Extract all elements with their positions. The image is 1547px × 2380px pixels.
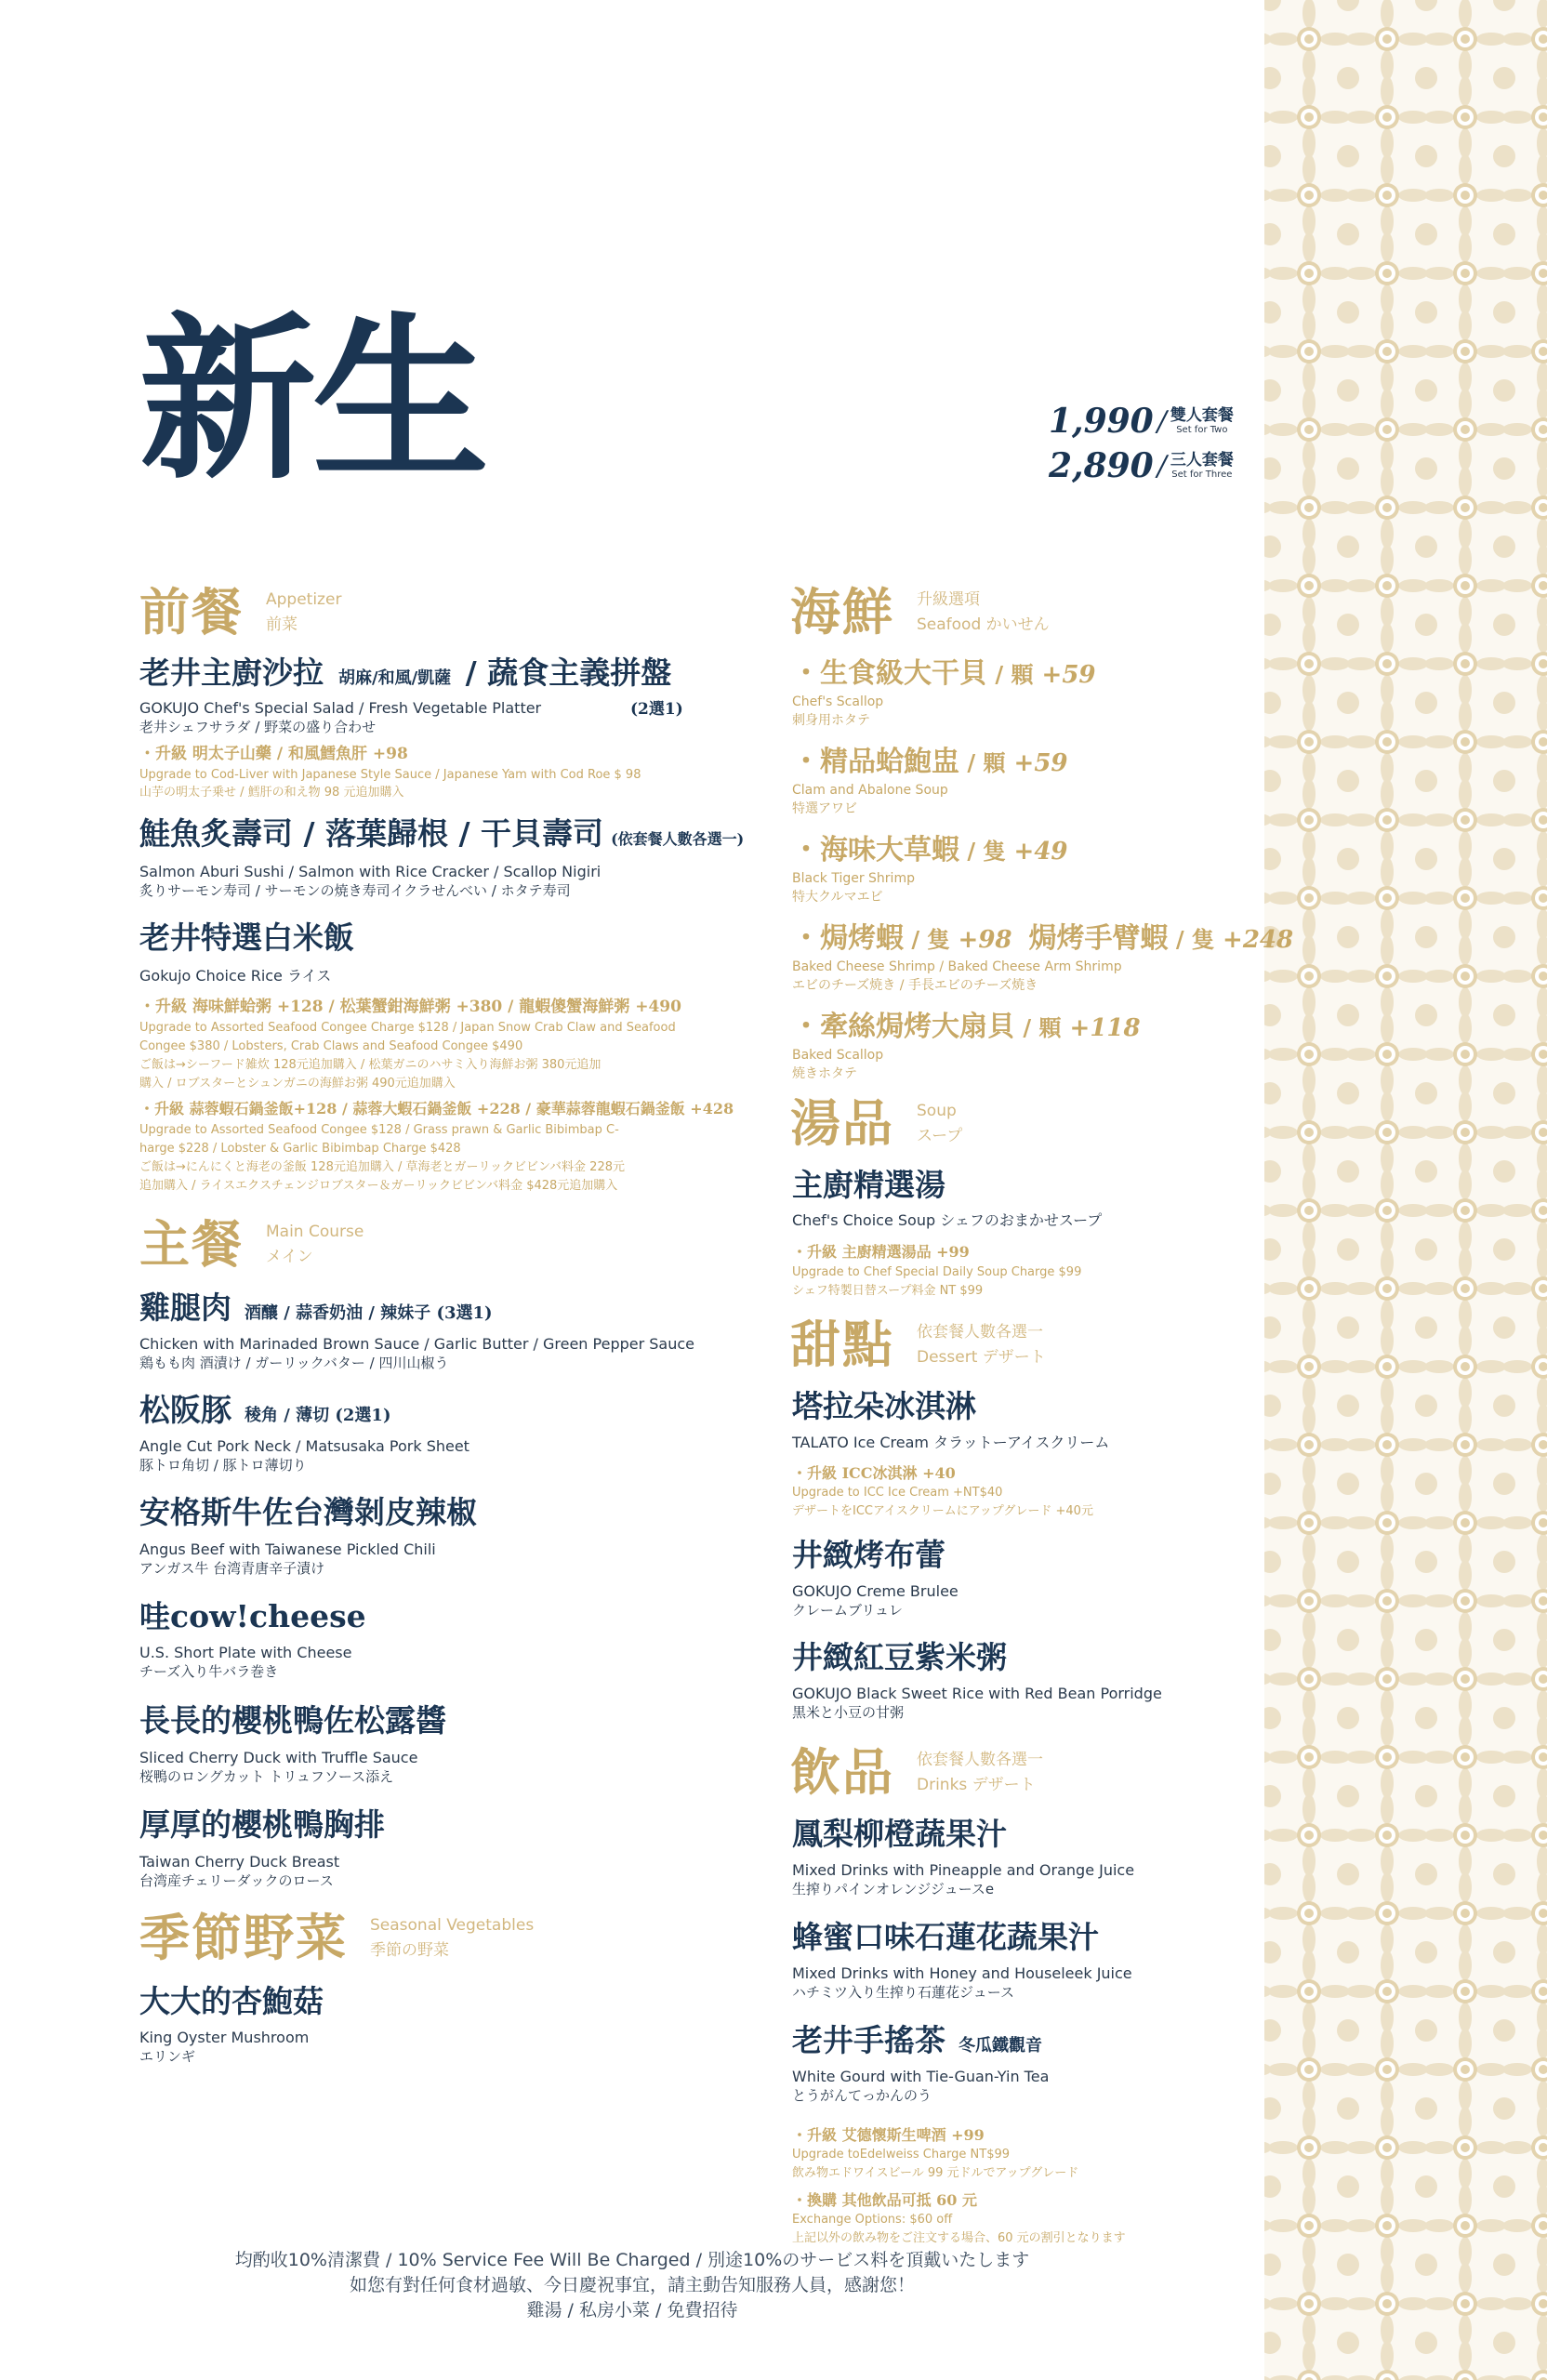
drink-tea bbox=[792, 2021, 1042, 2066]
seafood-item-baked-shrimp bbox=[792, 920, 1293, 959]
upgrade-en: Upgrade toEdelweiss Charge NT$99 bbox=[792, 2148, 1011, 2162]
seafood-item-scallop bbox=[792, 655, 1096, 694]
seafood-jp: 刺身用ホタテ bbox=[792, 713, 870, 728]
upgrade-jp: 山芋の明太子乗せ / 鱈肝の和え物 98 元追加購入 bbox=[139, 786, 404, 800]
section-subtitle bbox=[917, 1099, 962, 1149]
seafood-unit: / 隻 bbox=[959, 838, 1006, 865]
seafood-unit: / 顆 bbox=[959, 749, 1006, 776]
seafood-unit: / 顆 bbox=[987, 661, 1034, 688]
section-subtitle bbox=[917, 588, 1050, 638]
section-subtitle bbox=[917, 1320, 1046, 1370]
price-label bbox=[1170, 451, 1234, 481]
section-appetizer bbox=[139, 582, 341, 641]
dish-chef-soup: 主廚精選湯 bbox=[792, 1167, 945, 1203]
price-label-zh: 雙人套餐 bbox=[1170, 406, 1234, 425]
footer-complimentary: 雞湯 / 私房小菜 / 免費招待 bbox=[526, 2300, 738, 2320]
dish-name: 松阪豚 bbox=[139, 1392, 231, 1428]
drink-pineapple-orange: 鳳梨柳橙蔬果汁 bbox=[792, 1816, 1007, 1852]
dish-en: GOKUJO Black Sweet Rice with Red Bean Porridge bbox=[792, 1685, 1162, 1702]
upgrade-detail: 追加購入 / ライスエクスチェンジロブスター＆ガーリックビビンバ料金 $428元追加購入 bbox=[139, 1179, 618, 1193]
decorative-pattern bbox=[1264, 0, 1547, 2380]
dish-name: 老井主廚沙拉 bbox=[139, 654, 324, 691]
price-divider: / bbox=[1157, 449, 1167, 483]
section-heading: 海鮮 bbox=[790, 582, 894, 641]
price-label-en: Set for Three bbox=[1171, 469, 1233, 480]
section-soup bbox=[790, 1093, 962, 1153]
dish-en: Chicken with Marinaded Brown Sauce / Garlic Butter / Green Pepper Sauce bbox=[139, 1335, 695, 1353]
drink-jp: とうがんてっかんのう bbox=[792, 2087, 932, 2104]
dish-angus-beef: 安格斯牛佐台灣剝皮辣椒 bbox=[139, 1494, 477, 1530]
section-subtitle-jp: メイン bbox=[266, 1248, 313, 1266]
dish-sushi bbox=[139, 814, 744, 859]
dish-name: 雞腿肉 bbox=[139, 1289, 231, 1326]
dish-en: GOKUJO Creme Brulee bbox=[792, 1582, 959, 1600]
upgrade-en: Upgrade to Chef Special Daily Soup Charge $99 bbox=[792, 1265, 1082, 1279]
seafood-name: ・牽絲焗烤大扇貝 bbox=[792, 1011, 1015, 1043]
upgrade-option: ・升級 蒜蓉蝦石鍋釜飯+128 / 蒜蓉大蝦石鍋釜飯 +228 / 豪華蒜蓉龍蝦石鍋釜飯 +428 bbox=[139, 1100, 734, 1117]
price-label-en: Set for Two bbox=[1176, 425, 1228, 435]
section-subtitle-zh: 依套餐人數各選一 bbox=[917, 1323, 1043, 1342]
section-subtitle-jp: 前菜 bbox=[266, 615, 298, 634]
seafood-item-baked-scallop bbox=[792, 1009, 1141, 1047]
seafood-unit: / 隻 bbox=[904, 926, 950, 953]
dish-cow-cheese: 哇cow!cheese bbox=[139, 1598, 366, 1634]
drink-jp: ハチミツ入り生搾り石蓮花ジュース bbox=[792, 1984, 1014, 2001]
price-label-zh: 三人套餐 bbox=[1170, 451, 1234, 469]
seafood-en: Baked Scallop bbox=[792, 1048, 884, 1063]
seafood-price: +49 bbox=[1005, 838, 1068, 866]
upgrade-jp: シェフ特製日替スープ料金 NT $99 bbox=[792, 1284, 984, 1298]
dish-en: Gokujo Choice Rice ライス bbox=[139, 967, 332, 985]
section-heading: 主餐 bbox=[139, 1214, 244, 1274]
dish-creme-brulee: 井緻烤布蕾 bbox=[792, 1537, 945, 1573]
dish-options: 酒釀 / 蒜香奶油 / 辣妹子 (3選1) bbox=[245, 1303, 493, 1323]
section-drinks bbox=[790, 1742, 1043, 1802]
seafood-price: +59 bbox=[1005, 749, 1068, 777]
dish-king-oyster-mushroom: 大大的杏鮑菇 bbox=[139, 1983, 324, 2019]
seafood-jp: エビのチーズ焼き / 手長エビのチーズ焼き bbox=[792, 978, 1038, 993]
section-heading: 甜點 bbox=[790, 1315, 894, 1374]
upgrade-option: ・升級 明太子山藥 / 和風鱈魚肝 +98 bbox=[139, 745, 408, 763]
section-subtitle bbox=[917, 1748, 1043, 1798]
seafood-name: ・生食級大干貝 bbox=[792, 657, 987, 690]
upgrade-detail: Upgrade to Assorted Seafood Congee Charge $128 / Japan Snow Crab Claw and Seafood bbox=[139, 1021, 676, 1035]
upgrade-detail: 購入 / ロブスターとシュンガニの海鮮お粥 490元追加購入 bbox=[139, 1077, 456, 1091]
section-heading: 飲品 bbox=[790, 1742, 894, 1802]
dish-en: Angle Cut Pork Neck / Matsusaka Pork Sheet bbox=[139, 1437, 469, 1455]
seafood-en: Baked Cheese Shrimp / Baked Cheese Arm Shrimp bbox=[792, 959, 1122, 974]
dish-en: U.S. Short Plate with Cheese bbox=[139, 1644, 352, 1661]
dish-options: 稜角 / 薄切 (2選1) bbox=[245, 1406, 391, 1425]
seafood-jp: 特選アワビ bbox=[792, 801, 857, 816]
price-divider: / bbox=[1157, 404, 1167, 438]
section-subtitle-en: Appetizer bbox=[266, 590, 342, 609]
dish-salad: 老井主廚沙拉 胡麻/和風/凱薩 / 蔬食主義拼盤 bbox=[139, 654, 672, 691]
seafood-name-alt: 焗烤手臂蝦 bbox=[1028, 922, 1169, 955]
dish-cherry-duck-breast: 厚厚的櫻桃鴨胸排 bbox=[139, 1806, 385, 1843]
dish-en: Angus Beef with Taiwanese Pickled Chili bbox=[139, 1540, 436, 1558]
dish-red-bean-porridge: 井緻紅豆紫米粥 bbox=[792, 1639, 1007, 1675]
seafood-price-alt: +248 bbox=[1214, 926, 1294, 954]
seafood-item-clam-abalone bbox=[792, 744, 1068, 782]
dish-jp: 鶏もも肉 酒漬け / ガーリックバター / 四川山椒う bbox=[139, 1355, 449, 1371]
seafood-price: +59 bbox=[1033, 661, 1096, 689]
upgrade-jp: 飲み物エドワイスビール 99 元ドルでアップグレード bbox=[792, 2166, 1079, 2180]
section-subtitle-en: Dessert デザート bbox=[917, 1348, 1046, 1367]
seafood-en: Chef's Scallop bbox=[792, 694, 884, 709]
page-title: 新生 bbox=[139, 296, 486, 503]
dish-jp: クレームブリュレ bbox=[792, 1602, 903, 1619]
drink-en: Mixed Drinks with Honey and Houseleek Juice bbox=[792, 1964, 1132, 1982]
price-amount: 1,990 bbox=[1049, 402, 1154, 441]
drink-options: 冬瓜鐵觀音 bbox=[959, 2036, 1042, 2056]
upgrade-option: ・升級 海味鮮蛤粥 +128 / 松葉蟹鉗海鮮粥 +380 / 龍蝦傻蟹海鮮粥 +490 bbox=[139, 998, 681, 1016]
section-subtitle bbox=[266, 588, 341, 638]
section-subtitle bbox=[266, 1220, 364, 1270]
footer bbox=[0, 2248, 1264, 2323]
seafood-unit: / 顆 bbox=[1015, 1014, 1062, 1041]
dish-name: 鮭魚炙壽司 / 落葉歸根 / 干貝壽司 bbox=[139, 815, 604, 852]
dish-en: GOKUJO Chef's Special Salad / Fresh Vegetable Platter bbox=[139, 699, 542, 717]
drink-name: 老井手搖茶 bbox=[792, 2022, 945, 2058]
section-heading: 湯品 bbox=[790, 1093, 894, 1153]
section-subtitle-en: Seafood かいせん bbox=[917, 615, 1050, 634]
upgrade-detail: Upgrade to Assorted Seafood Congee $128 / Grass prawn & Garlic Bibimbap C- bbox=[139, 1123, 619, 1137]
exchange-jp: 上記以外の飲み物をご注文する場合、60 元の割引となります bbox=[792, 2231, 1126, 2245]
dish-name-alt: 蔬食主義拼盤 bbox=[487, 654, 672, 691]
dish-options: 胡麻/和風/凱薩 bbox=[338, 668, 452, 688]
seafood-price: +98 bbox=[949, 926, 1012, 954]
upgrade-jp: デザートをICCアイスクリームにアップグレード +40元 bbox=[792, 1504, 1093, 1518]
footer-service-fee: 均酌收10%清潔費 / 10% Service Fee Will Be Charged / 別途10%のサービス料を頂戴いたします bbox=[234, 2250, 1030, 2270]
upgrade-detail: Congee $380 / Lobsters, Crab Claws and Seafood Congee $490 bbox=[139, 1039, 523, 1053]
dish-pork bbox=[139, 1391, 390, 1435]
section-subtitle-jp: スープ bbox=[917, 1127, 963, 1145]
section-subtitle-zh: 升級選項 bbox=[917, 590, 980, 609]
seafood-item-tiger-shrimp bbox=[792, 832, 1068, 870]
section-seasonal-vegetables bbox=[139, 1908, 534, 1967]
upgrade-option: ・升級 艾德懷斯生啤酒 +99 bbox=[792, 2126, 985, 2144]
section-heading: 季節野菜 bbox=[139, 1908, 348, 1967]
price-amount: 2,890 bbox=[1049, 446, 1154, 485]
section-subtitle bbox=[370, 1913, 534, 1964]
drink-en: Mixed Drinks with Pineapple and Orange Juice bbox=[792, 1861, 1135, 1879]
dish-en: Salmon Aburi Sushi / Salmon with Rice Cracker / Scallop Nigiri bbox=[139, 863, 602, 880]
dish-jp: 台湾産チェリーダックのロース bbox=[139, 1872, 334, 1889]
dish-jp: アンガス牛 台湾青唐辛子漬け bbox=[139, 1560, 325, 1577]
footer-allergy-note: 如您有對任何食材過敏、今日慶祝事宜，請主動告知服務人員，感謝您！ bbox=[349, 2275, 915, 2295]
dish-en: Chef's Choice Soup シェフのおまかせスープ bbox=[792, 1211, 1103, 1229]
upgrade-detail: harge $228 / Lobster & Garlic Bibimbap Charge $428 bbox=[139, 1142, 461, 1156]
section-seafood bbox=[790, 582, 1050, 641]
upgrade-option: ・升級 ICC冰淇淋 +40 bbox=[792, 1464, 956, 1482]
dish-rice: 老井特選白米飯 bbox=[139, 919, 354, 956]
seafood-en: Clam and Abalone Soup bbox=[792, 783, 948, 798]
dish-chicken bbox=[139, 1289, 493, 1333]
seafood-jp: 特大クルマエビ bbox=[792, 890, 883, 905]
dish-jp: チーズ入り牛バラ巻き bbox=[139, 1663, 279, 1680]
section-subtitle-zh: 依套餐人數各選一 bbox=[917, 1751, 1043, 1769]
dish-en: Taiwan Cherry Duck Breast bbox=[139, 1853, 340, 1871]
section-subtitle-en: Drinks デザート bbox=[917, 1776, 1036, 1794]
upgrade-en: Upgrade to Cod-Liver with Japanese Style Sauce / Japanese Yam with Cod Roe $ 98 bbox=[139, 768, 641, 782]
dish-talato-ice-cream: 塔拉朵冰淇淋 bbox=[792, 1388, 976, 1424]
dish-jp: 黒米と小豆の甘粥 bbox=[792, 1704, 905, 1721]
dish-jp: 桜鴨のロングカット トリュフソース添え bbox=[139, 1768, 394, 1785]
dish-jp: エリンギ bbox=[139, 2048, 196, 2065]
section-heading: 前餐 bbox=[139, 582, 244, 641]
section-subtitle-en: Seasonal Vegetables bbox=[370, 1916, 535, 1935]
section-subtitle-en: Main Course bbox=[266, 1223, 364, 1241]
upgrade-option: ・升級 主廚精選湯品 +99 bbox=[792, 1243, 970, 1261]
dish-note: (依套餐人數各選一) bbox=[611, 830, 745, 848]
seafood-name: ・海味大草蝦 bbox=[792, 834, 959, 866]
seafood-unit-alt: / 隻 bbox=[1168, 926, 1214, 953]
seafood-jp: 焼きホタテ bbox=[792, 1066, 857, 1081]
dish-jp: 豚トロ角切 / 豚トロ薄切り bbox=[139, 1457, 307, 1474]
drink-en: White Gourd with Tie-Guan-Yin Tea bbox=[792, 2068, 1050, 2085]
price-label bbox=[1170, 406, 1234, 436]
price-set-two bbox=[1049, 402, 1234, 441]
dish-en: King Oyster Mushroom bbox=[139, 2029, 310, 2046]
exchange-en: Exchange Options: $60 off bbox=[792, 2213, 953, 2227]
dish-en: TALATO Ice Cream タラットーアイスクリーム bbox=[792, 1434, 1110, 1451]
section-subtitle-jp: 季節の野菜 bbox=[370, 1941, 449, 1960]
upgrade-detail: ご飯は→シーフード雑炊 128元追加購入 / 松葉ガニのハサミ入り海鮮お粥 380元追加 bbox=[139, 1058, 602, 1072]
dish-en: Sliced Cherry Duck with Truffle Sauce bbox=[139, 1749, 418, 1766]
drink-honey-houseleek: 蜂蜜口味石蓮花蔬果汁 bbox=[792, 1919, 1099, 1955]
seafood-name: ・精品蛤鮑盅 bbox=[792, 746, 959, 778]
upgrade-detail: ご飯は→にんにくと海老の釜飯 128元追加購入 / 草海老とガーリックビビンバ料金 228元 bbox=[139, 1160, 625, 1174]
section-main-course bbox=[139, 1214, 364, 1274]
dish-jp: 炙りサーモン寿司 / サーモンの焼き寿司イクラせんべい / ホタテ寿司 bbox=[139, 882, 571, 899]
section-subtitle-en: Soup bbox=[917, 1102, 957, 1120]
dish-cherry-duck-sliced: 長長的櫻桃鴨佐松露醬 bbox=[139, 1702, 446, 1739]
section-dessert bbox=[790, 1315, 1046, 1374]
upgrade-en: Upgrade to ICC Ice Cream +NT$40 bbox=[792, 1486, 1003, 1500]
drink-jp: 生搾りパインオレンジジュースe bbox=[792, 1881, 995, 1897]
dish-choice: (2選1) bbox=[630, 700, 683, 719]
seafood-en: Black Tiger Shrimp bbox=[792, 871, 915, 886]
exchange-option: ・換購 其他飲品可抵 60 元 bbox=[792, 2191, 977, 2209]
dish-jp: 老井シェフサラダ / 野菜の盛り合わせ bbox=[139, 719, 377, 735]
seafood-price: +118 bbox=[1061, 1014, 1141, 1042]
seafood-name: ・焗烤蝦 bbox=[792, 922, 904, 955]
price-set-three bbox=[1049, 446, 1234, 485]
